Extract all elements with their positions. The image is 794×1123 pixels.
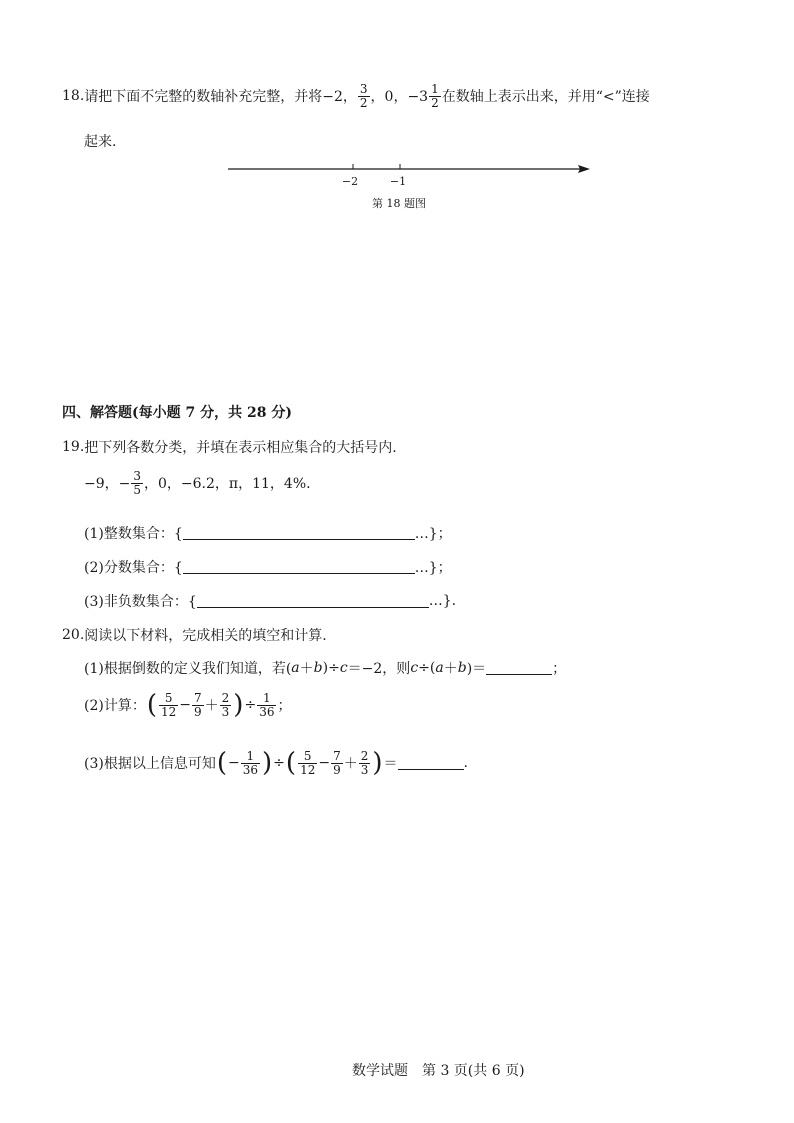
- frac-numerator: 2: [221, 691, 230, 705]
- op-plus: ＋: [443, 661, 458, 677]
- fraction: [298, 750, 317, 776]
- q20-s1-a: (1)根据倒数的定义我们知道，若(: [84, 661, 292, 677]
- tick-label-minus-2: −2: [341, 175, 359, 188]
- q18-v1: −2，: [322, 89, 357, 106]
- op-eq: ＝: [383, 756, 398, 773]
- q20-s1-eq: ＝−2，则: [347, 661, 411, 677]
- q20-s3-label: (3)根据以上信息可知: [84, 756, 216, 773]
- frac-denominator: 3: [360, 762, 369, 777]
- q19-sub2-blank[interactable]: [183, 561, 415, 574]
- q19-number: 19.: [62, 439, 85, 455]
- q19-sub3-end: …}.: [428, 593, 457, 609]
- paren-close: ): [372, 748, 383, 779]
- var-c: c: [410, 660, 419, 676]
- frac-denominator: 5: [133, 482, 142, 497]
- q18-line2: 起来.: [84, 134, 117, 150]
- frac-numerator: 1: [246, 749, 255, 763]
- q20-sub3-blank[interactable]: [398, 757, 464, 770]
- q20-s2-tail: ；: [277, 698, 292, 715]
- q20-sub1: [84, 658, 566, 678]
- op-minus: −: [318, 755, 331, 772]
- frac-numerator: 5: [303, 749, 312, 763]
- q20-line1: [62, 625, 327, 645]
- section-4-heading: 四、解答题(每小题 7 分，共 28 分): [62, 405, 292, 421]
- q19-sub2-label: (2)分数集合：{: [84, 560, 183, 576]
- fraction: [331, 750, 343, 776]
- frac-denominator: 36: [259, 704, 275, 719]
- op-div: ÷(: [418, 660, 436, 676]
- paren-close: ): [262, 748, 273, 779]
- paren-open: (: [216, 748, 227, 779]
- page-footer: 数学试题 第 3 页(共 6 页): [352, 1063, 525, 1079]
- frac-denominator: 2: [359, 95, 368, 110]
- frac-numerator: 3: [133, 469, 142, 483]
- q18-caption: 第 18 题图: [372, 197, 426, 210]
- q20-sub2: [84, 690, 292, 721]
- frac-numerator: 2: [360, 749, 369, 763]
- op-div: ÷: [244, 697, 257, 714]
- paren-close: ): [233, 690, 244, 721]
- number-line-figure: [224, 158, 594, 192]
- q20-s1-end: )＝: [466, 661, 487, 677]
- q19-sub1-end: …}；: [414, 526, 452, 542]
- q19-sub3-blank[interactable]: [197, 595, 429, 608]
- op-minus: −: [179, 697, 192, 714]
- frac-numerator: 5: [164, 691, 173, 705]
- fraction: [241, 750, 260, 776]
- paren-open: (: [146, 690, 157, 721]
- var-b: b: [457, 660, 467, 676]
- op-neg: −: [228, 755, 240, 772]
- fraction: [220, 692, 232, 718]
- var-a: a: [435, 660, 444, 676]
- frac-numerator: 3: [359, 82, 368, 96]
- q20-text: 阅读以下材料，完成相关的填空和计算.: [84, 628, 327, 644]
- op-div: )÷: [322, 660, 340, 676]
- frac-numerator: 1: [431, 82, 439, 96]
- q19-n1: −9，−: [84, 476, 131, 493]
- q19-fraction: [131, 470, 143, 496]
- frac-numerator: 7: [194, 691, 202, 705]
- q20-s2-label: (2)计算：: [84, 698, 146, 715]
- frac-denominator: 12: [161, 704, 177, 719]
- q18-v2: ，0，−3: [370, 89, 429, 106]
- paren-open: (: [285, 748, 297, 779]
- fraction: [192, 692, 204, 718]
- q19-sub3: [84, 591, 456, 611]
- q20-s1-tail: ；: [552, 661, 567, 677]
- q19-sub2-end: …}；: [414, 560, 452, 576]
- tick-label-minus-1: −1: [389, 175, 407, 188]
- frac-numerator: 1: [263, 691, 271, 705]
- var-c: c: [339, 660, 348, 676]
- q19-numbers: [84, 470, 311, 496]
- q20-number: 20.: [62, 627, 85, 643]
- q19-line1: [62, 437, 397, 457]
- q18-line1: [62, 83, 650, 109]
- q19-sub3-label: (3)非负数集合：{: [84, 594, 197, 610]
- q18-fraction-1: [358, 83, 370, 109]
- frac-denominator: 36: [242, 762, 259, 777]
- q20-s3-tail: .: [463, 755, 468, 772]
- op-plus: ＋: [204, 698, 219, 715]
- q20-sub1-blank[interactable]: [486, 662, 552, 675]
- frac-denominator: 9: [194, 704, 202, 719]
- op-div: ÷: [273, 755, 285, 772]
- q18-number: 18.: [62, 88, 85, 105]
- var-b: b: [313, 660, 323, 676]
- q19-sub1: [84, 523, 452, 543]
- q19-text: 把下列各数分类，并填在表示相应集合的大括号内.: [84, 440, 397, 456]
- frac-denominator: 9: [333, 762, 341, 777]
- frac-denominator: 12: [300, 762, 316, 777]
- q18-fraction-2: [429, 83, 441, 109]
- var-a: a: [291, 660, 300, 676]
- frac-numerator: 7: [333, 749, 341, 763]
- fraction: [159, 692, 178, 718]
- op-plus: ＋: [343, 756, 358, 773]
- q18-text-a: 请把下面不完整的数轴补充完整，并将: [84, 89, 323, 106]
- q19-n2: ，0，−6.2，π，11，4%.: [144, 476, 311, 493]
- q20-sub3: [84, 748, 468, 779]
- frac-denominator: 3: [221, 704, 230, 719]
- op-plus: ＋: [299, 661, 314, 677]
- fraction: [359, 750, 371, 776]
- q19-sub1-label: (1)整数集合：{: [84, 526, 183, 542]
- fraction: [257, 692, 276, 718]
- q19-sub1-blank[interactable]: [183, 527, 415, 540]
- frac-denominator: 2: [431, 95, 439, 110]
- q18-text-b: 在数轴上表示出来，并用“<”连接: [441, 89, 650, 106]
- q19-sub2: [84, 557, 452, 577]
